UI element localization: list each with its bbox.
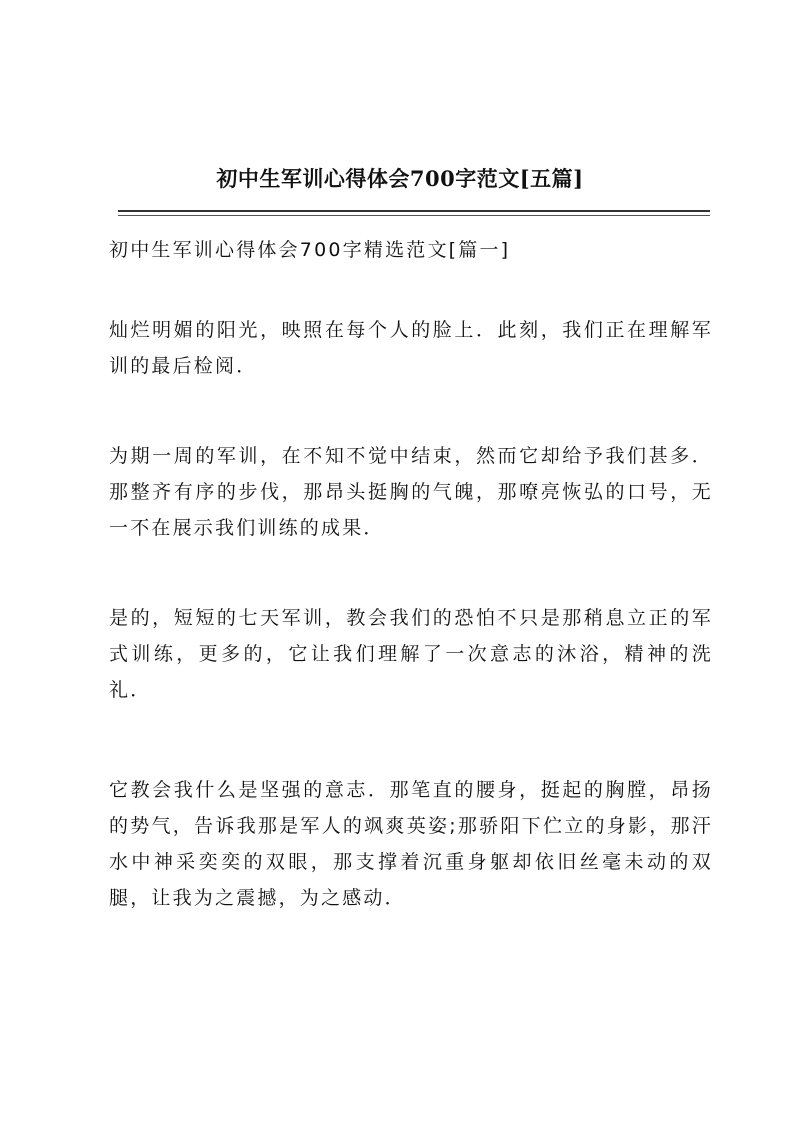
paragraph-2: 为期一周的军训，在不知不觉中结束，然而它却给予我们甚多．那整齐有序的步伐，那昂头挺胸的气魄，那嘹亮恢弘的口号，无一不在展示我们训练的成果． [109,445,713,539]
paragraph-1: 灿烂明媚的阳光，映照在每个人的脸上．此刻，我们正在理解军训的最后检阅． [109,319,713,377]
document-title: 初中生军训心得体会700字范文[五篇] [216,166,584,191]
paragraph-3: 是的，短短的七天军训，教会我们的恐怕不只是那稍息立正的军式训练，更多的，它让我们理解了一次意志的沐浴，精神的洗礼． [109,607,713,701]
title-divider-thin [118,215,710,216]
title-divider-thick [118,210,710,212]
section-heading: 初中生军训心得体会700字精选范文[篇一] [109,239,511,261]
paragraph-4: 它教会我什么是坚强的意志．那笔直的腰身，挺起的胸膛，昂扬的势气，告诉我那是军人的飒爽英姿;那骄阳下伫立的身影，那汗水中神采奕奕的双眼，那支撑着沉重身躯却依旧丝毫未动的双腿，让我为之震撼，为之感动． [109,779,713,909]
